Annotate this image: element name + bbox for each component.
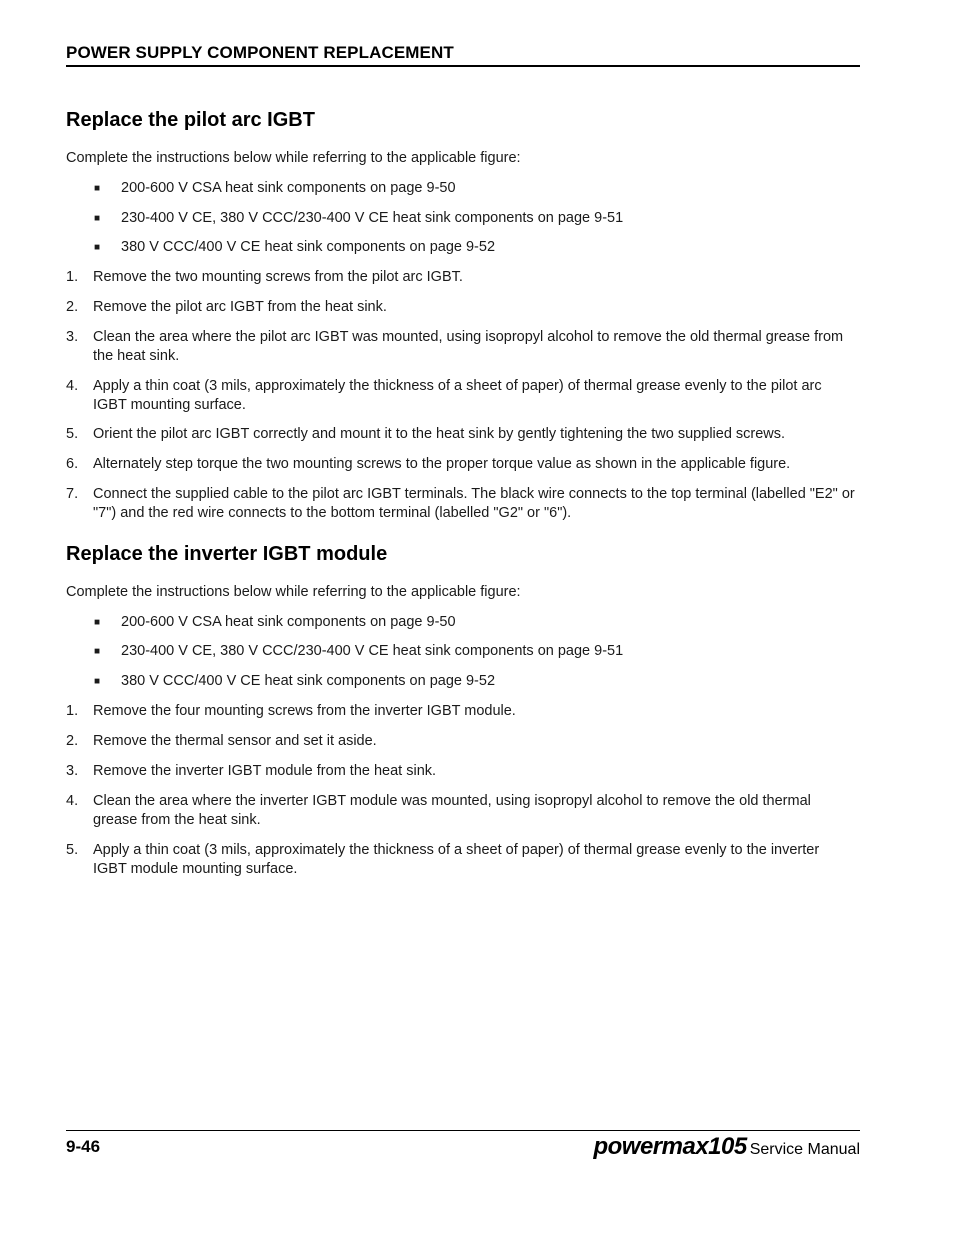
bullet-icon: ■ [94,617,101,628]
step-item: 4. Clean the area where the inverter IGBT module was mounted, using isopropyl alcohol to remove the old thermal grease from the heat sink. [66,793,811,828]
step-item: 1. Remove the four mounting screws from the inverter IGBT module. [66,703,516,719]
step-item: 2. Remove the pilot arc IGBT from the heat sink. [66,299,387,315]
footer-divider [66,1130,860,1131]
step-item: 7. Connect the supplied cable to the pilot arc IGBT terminals. The black wire connects to the top terminal (labelled "E2" or "7") and the red wire connects to the bottom terminal (labelled "G2" or "6"). [66,486,855,521]
running-header-title: POWER SUPPLY COMPONENT REPLACEMENT [66,43,454,62]
page-number: 9-46 [66,1137,101,1156]
bullet-icon: ■ [94,676,101,687]
step-item: 2. Remove the thermal sensor and set it aside. [66,733,377,749]
page-header [66,43,860,67]
step-item: 3. Remove the inverter IGBT module from the heat sink. [66,763,437,779]
step-item: 5. Orient the pilot arc IGBT correctly and mount it to the heat sink by gently tightening the two supplied screws. [66,426,786,442]
section-intro: Complete the instructions below while referring to the applicable figure: [66,150,521,166]
step-item: 5. Apply a thin coat (3 mils, approximately the thickness of a sheet of paper) of thermal grease evenly to the inverter IGBT module mounting surface. [66,842,820,877]
section-title-inverter-igbt-module: Replace the inverter IGBT module [66,543,388,565]
bullet-icon: ■ [94,646,101,657]
step-item: 1. Remove the two mounting screws from the pilot arc IGBT. [66,269,463,285]
step-item: 4. Apply a thin coat (3 mils, approximately the thickness of a sheet of paper) of thermal grease evenly to the pilot arc IGBT mounting surface. [66,378,822,413]
bullet-icon: ■ [94,213,101,224]
step-item: 3. Clean the area where the pilot arc IGBT was mounted, using isopropyl alcohol to remove the old thermal grease from the heat sink. [66,329,844,364]
bullet-icon: ■ [94,242,101,253]
section-intro: Complete the instructions below while referring to the applicable figure: [66,584,521,600]
step-item: 6. Alternately step torque the two mounting screws to the proper torque value as shown in the applicable figure. [66,456,791,472]
footer-title [593,1133,860,1161]
bullet-icon: ■ [94,183,101,194]
section-title-pilot-arc-igbt: Replace the pilot arc IGBT [66,109,315,131]
brand-logo: powermax105 [593,1133,747,1160]
manual-label: Service Manual [749,1141,860,1158]
